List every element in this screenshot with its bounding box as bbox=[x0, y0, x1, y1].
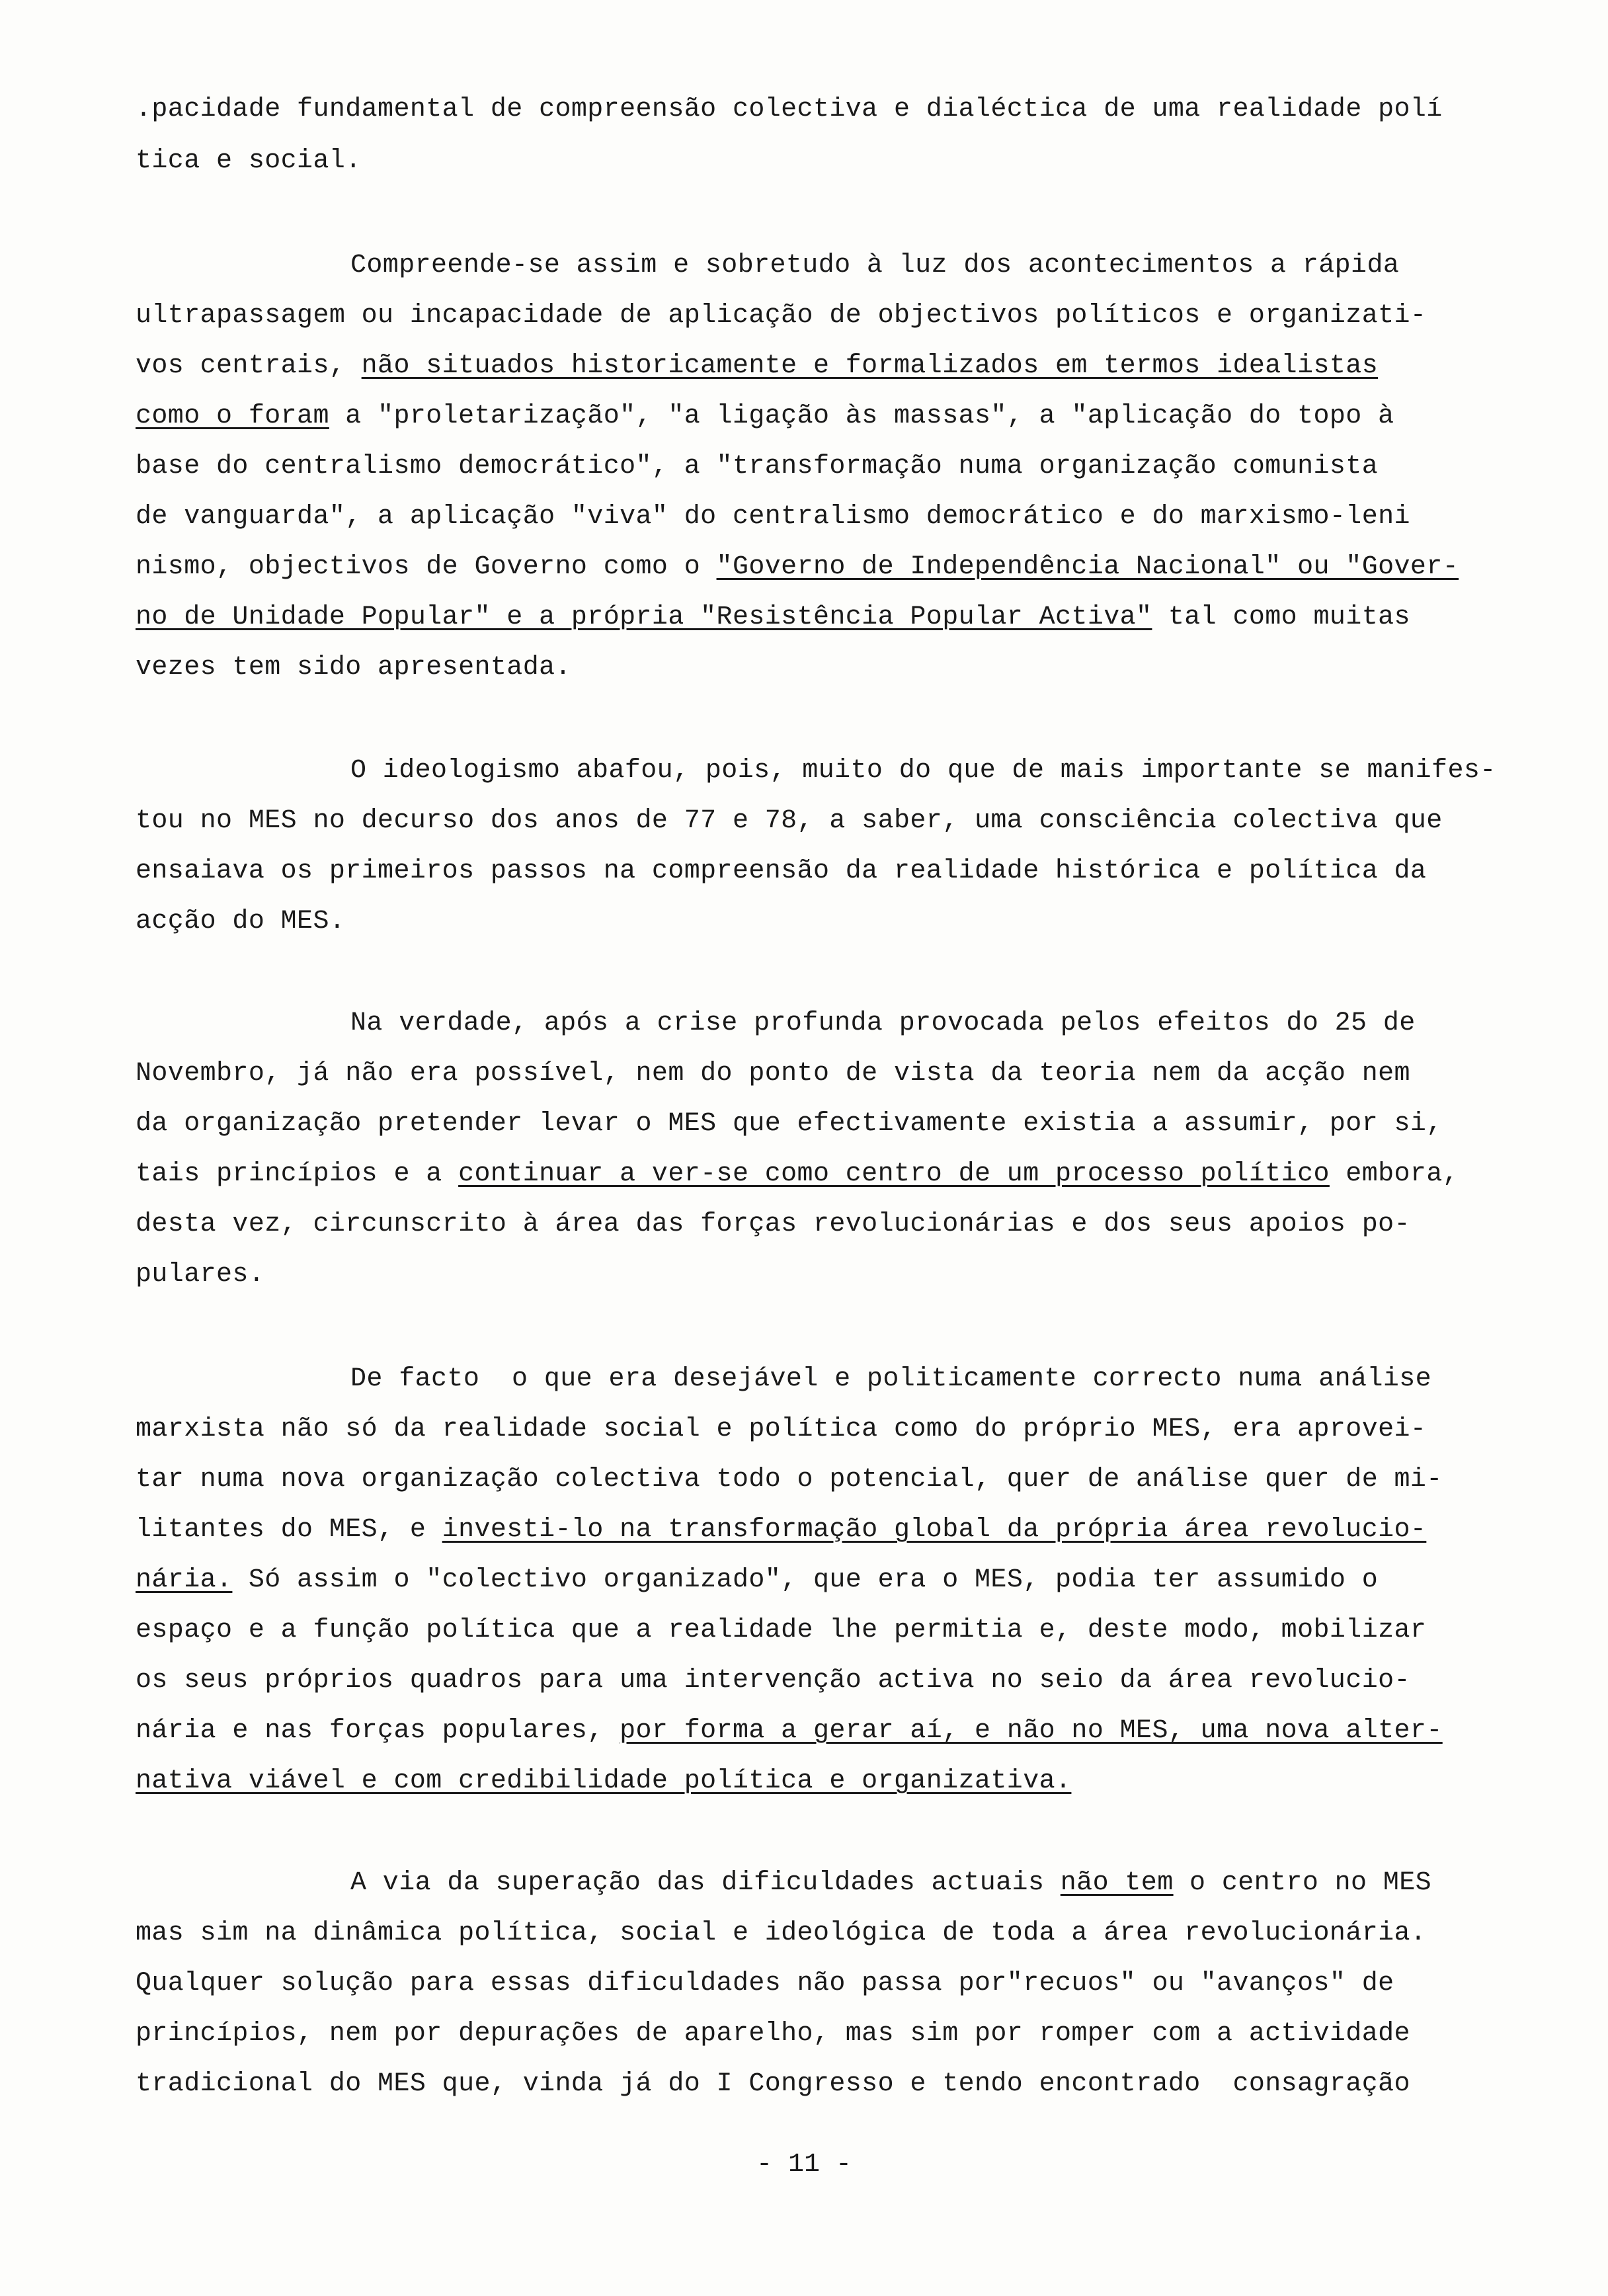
paragraph-first-line: De facto o que era desejável e politicamente correcto numa análise bbox=[350, 1364, 1432, 1394]
text-line: nária e nas forças populares, por forma a gerar aí, e não no MES, uma nova alter- bbox=[136, 1716, 1443, 1746]
text-line: no de Unidade Popular" e a própria "Resistência Popular Activa" tal como muitas bbox=[136, 602, 1410, 632]
text-line: da organização pretender levar o MES que efectivamente existia a assumir, por si, bbox=[136, 1109, 1443, 1139]
text-line: nária. Só assim o "colectivo organizado", que era o MES, podia ter assumido o bbox=[136, 1565, 1379, 1595]
text-line: tica e social. bbox=[136, 146, 362, 176]
text-line: como o foram a "proletarização", "a ligação às massas", a "aplicação do topo à bbox=[136, 401, 1394, 431]
text-line: os seus próprios quadros para uma intervenção activa no seio da área revolucio- bbox=[136, 1666, 1410, 1696]
text-line: ultrapassagem ou incapacidade de aplicação de objectivos políticos e organizati- bbox=[136, 301, 1427, 331]
underlined-phrase: não tem bbox=[1060, 1868, 1174, 1898]
text-line: tradicional do MES que, vinda já do I Congresso e tendo encontrado consagração bbox=[136, 2069, 1410, 2099]
underlined-phrase: "Governo de Independência Nacional" ou "Gover- bbox=[716, 552, 1459, 582]
paragraph-first-line: A via da superação das dificuldades actuais não tem o centro no MES bbox=[350, 1868, 1432, 1898]
underlined-phrase: por forma a gerar aí, e não no MES, uma nova alter- bbox=[620, 1716, 1443, 1746]
text-line: tou no MES no decurso dos anos de 77 e 78, a saber, uma consciência colectiva que bbox=[136, 806, 1443, 836]
underlined-phrase: no de Unidade Popular" e a própria "Resistência Popular Activa" bbox=[136, 602, 1152, 632]
text-line: tais princípios e a continuar a ver-se como centro de um processo político embora, bbox=[136, 1159, 1459, 1189]
underlined-phrase: investi-lo na transformação global da própria área revolucio- bbox=[442, 1515, 1427, 1545]
text-line: espaço e a função política que a realidade lhe permitia e, deste modo, mobilizar bbox=[136, 1616, 1427, 1645]
text-line: marxista não só da realidade social e política como do próprio MES, era aprovei- bbox=[136, 1414, 1427, 1444]
underlined-phrase: como o foram bbox=[136, 401, 329, 431]
underlined-phrase: nativa viável e com credibilidade política e organizativa. bbox=[136, 1766, 1072, 1796]
paragraph-first-line: Na verdade, após a crise profunda provocada pelos efeitos do 25 de bbox=[350, 1008, 1416, 1038]
text-line: .pacidade fundamental de compreensão colectiva e dialéctica de uma realidade polí bbox=[136, 95, 1443, 124]
underlined-phrase: nária. bbox=[136, 1565, 233, 1595]
text-line: vos centrais, não situados historicamente e formalizados em termos idealistas bbox=[136, 351, 1379, 381]
page-number: - 11 - bbox=[756, 2150, 852, 2180]
text-line: pulares. bbox=[136, 1260, 265, 1290]
text-line: princípios, nem por depurações de aparelho, mas sim por romper com a actividade bbox=[136, 2019, 1410, 2049]
paragraph-first-line: O ideologismo abafou, pois, muito do que de mais importante se manifes- bbox=[350, 756, 1496, 786]
text-line: mas sim na dinâmica política, social e ideológica de toda a área revolucionária. bbox=[136, 1918, 1427, 1948]
text-line: acção do MES. bbox=[136, 907, 346, 936]
underlined-phrase: não situados historicamente e formalizados em termos idealistas bbox=[361, 351, 1379, 381]
text-line: ensaiava os primeiros passos na compreensão da realidade histórica e política da bbox=[136, 856, 1427, 886]
paragraph-first-line: Compreende-se assim e sobretudo à luz dos acontecimentos a rápida bbox=[350, 251, 1400, 280]
text-line: de vanguarda", a aplicação "viva" do centralismo democrático e do marxismo-leni bbox=[136, 502, 1410, 532]
text-line: Novembro, já não era possível, nem do ponto de vista da teoria nem da acção nem bbox=[136, 1059, 1410, 1088]
underlined-phrase: continuar a ver-se como centro de um processo político bbox=[458, 1159, 1330, 1189]
text-line bbox=[136, 1764, 1071, 1799]
text-line: desta vez, circunscrito à área das forças revolucionárias e dos seus apoios po- bbox=[136, 1210, 1410, 1239]
text-line: litantes do MES, e investi-lo na transformação global da própria área revolucio- bbox=[136, 1515, 1427, 1545]
text-line: vezes tem sido apresentada. bbox=[136, 653, 571, 682]
text-line: tar numa nova organização colectiva todo o potencial, quer de análise quer de mi- bbox=[136, 1465, 1443, 1495]
text-line: base do centralismo democrático", a "transformação numa organização comunista bbox=[136, 452, 1379, 481]
text-line: Qualquer solução para essas dificuldades não passa por"recuos" ou "avanços" de bbox=[136, 1969, 1394, 1998]
text-line: nismo, objectivos de Governo como o "Governo de Independência Nacional" ou "Gover- bbox=[136, 552, 1459, 582]
